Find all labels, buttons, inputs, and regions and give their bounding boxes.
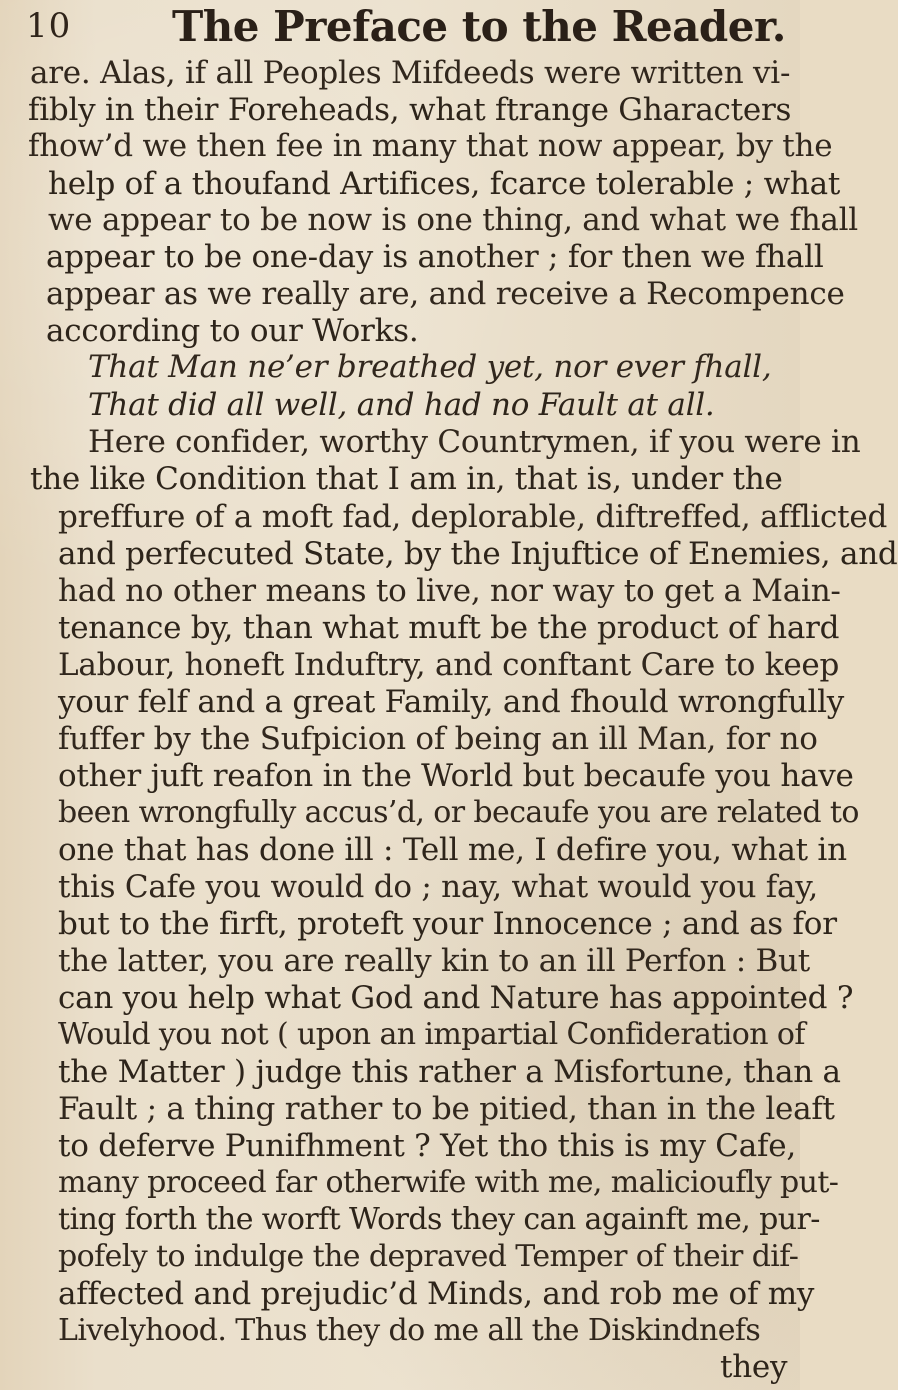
text-line-13: preffure of a moft fad, deplorable, diftreffed, afflicted xyxy=(58,499,888,535)
text-line-6: appear to be one-day is another ; for then we fhall xyxy=(46,239,824,275)
text-line-27: Would you not ( upon an impartial Confideration of xyxy=(58,1017,805,1052)
running-head: The Preface to the Reader. xyxy=(172,2,786,51)
page-number: 10 xyxy=(26,6,72,46)
text-line-30: to deferve Punifhment ? Yet tho this is my Cafe, xyxy=(58,1128,796,1164)
text-line-7: appear as we really are, and receive a Recompence xyxy=(46,276,845,312)
text-line-31: many proceed far otherwife with me, malicioufly put- xyxy=(58,1165,839,1200)
text-line-32: ting forth the worft Words they can againft me, pur- xyxy=(58,1202,820,1237)
text-line-15: had no other means to live, nor way to get a Main- xyxy=(58,573,841,609)
text-line-19: fuffer by the Sufpicion of being an ill Man, for no xyxy=(58,721,818,757)
text-line-24: but to the firft, proteft your Innocence ; and as for xyxy=(58,906,837,942)
text-line-34: affected and prejudic’d Minds, and rob me of my xyxy=(58,1276,815,1312)
catchword: they xyxy=(720,1349,788,1385)
text-line-4: help of a thoufand Artifices, fcarce tolerable ; what xyxy=(48,166,841,202)
text-line-2: fibly in their Foreheads, what ftrange Gharacters xyxy=(28,92,792,128)
text-line-8: according to our Works. xyxy=(46,313,419,349)
text-line-21: been wrongfully accus’d, or becaufe you are related to xyxy=(58,795,859,830)
preface-text xyxy=(0,55,898,1390)
verse-line-1: That Man ne’er breathed yet, nor ever fhall, xyxy=(88,349,772,385)
text-line-26: can you help what God and Nature has appointed ? xyxy=(58,980,854,1016)
text-line-35: Livelyhood. Thus they do me all the Diskindnefs xyxy=(58,1313,761,1348)
text-line-3: fhow’d we then fee in many that now appear, by the xyxy=(28,128,833,164)
text-line-20: other juft reafon in the World but becaufe you have xyxy=(58,758,854,794)
text-line-33: pofely to indulge the depraved Temper of their dif- xyxy=(58,1239,799,1274)
page-header xyxy=(0,0,800,62)
text-line-5: we appear to be now is one thing, and what we fhall xyxy=(48,202,858,238)
text-line-11: Here confider, worthy Countrymen, if you were in xyxy=(88,424,861,460)
text-line-28: the Matter ) judge this rather a Misfortune, than a xyxy=(58,1054,841,1090)
text-line-22: one that has done ill : Tell me, I defire you, what in xyxy=(58,832,847,868)
text-line-29: Fault ; a thing rather to be pitied, than in the leaft xyxy=(58,1091,835,1127)
text-line-12: the like Condition that I am in, that is, under the xyxy=(30,461,783,497)
verse-line-2: That did all well, and had no Fault at all. xyxy=(88,387,715,423)
text-line-25: the latter, you are really kin to an ill Perfon : But xyxy=(58,943,810,979)
text-line-17: Labour, honeft Induftry, and conftant Care to keep xyxy=(58,647,840,683)
text-line-23: this Cafe you would do ; nay, what would you fay, xyxy=(58,869,818,905)
text-line-1: are. Alas, if all Peoples Mifdeeds were written vi- xyxy=(30,55,791,91)
text-line-16: tenance by, than what muft be the product of hard xyxy=(58,610,840,646)
text-line-18: your felf and a great Family, and fhould wrongfully xyxy=(58,684,845,720)
text-line-14: and perfecuted State, by the Injuftice of Enemies, and xyxy=(58,536,898,572)
